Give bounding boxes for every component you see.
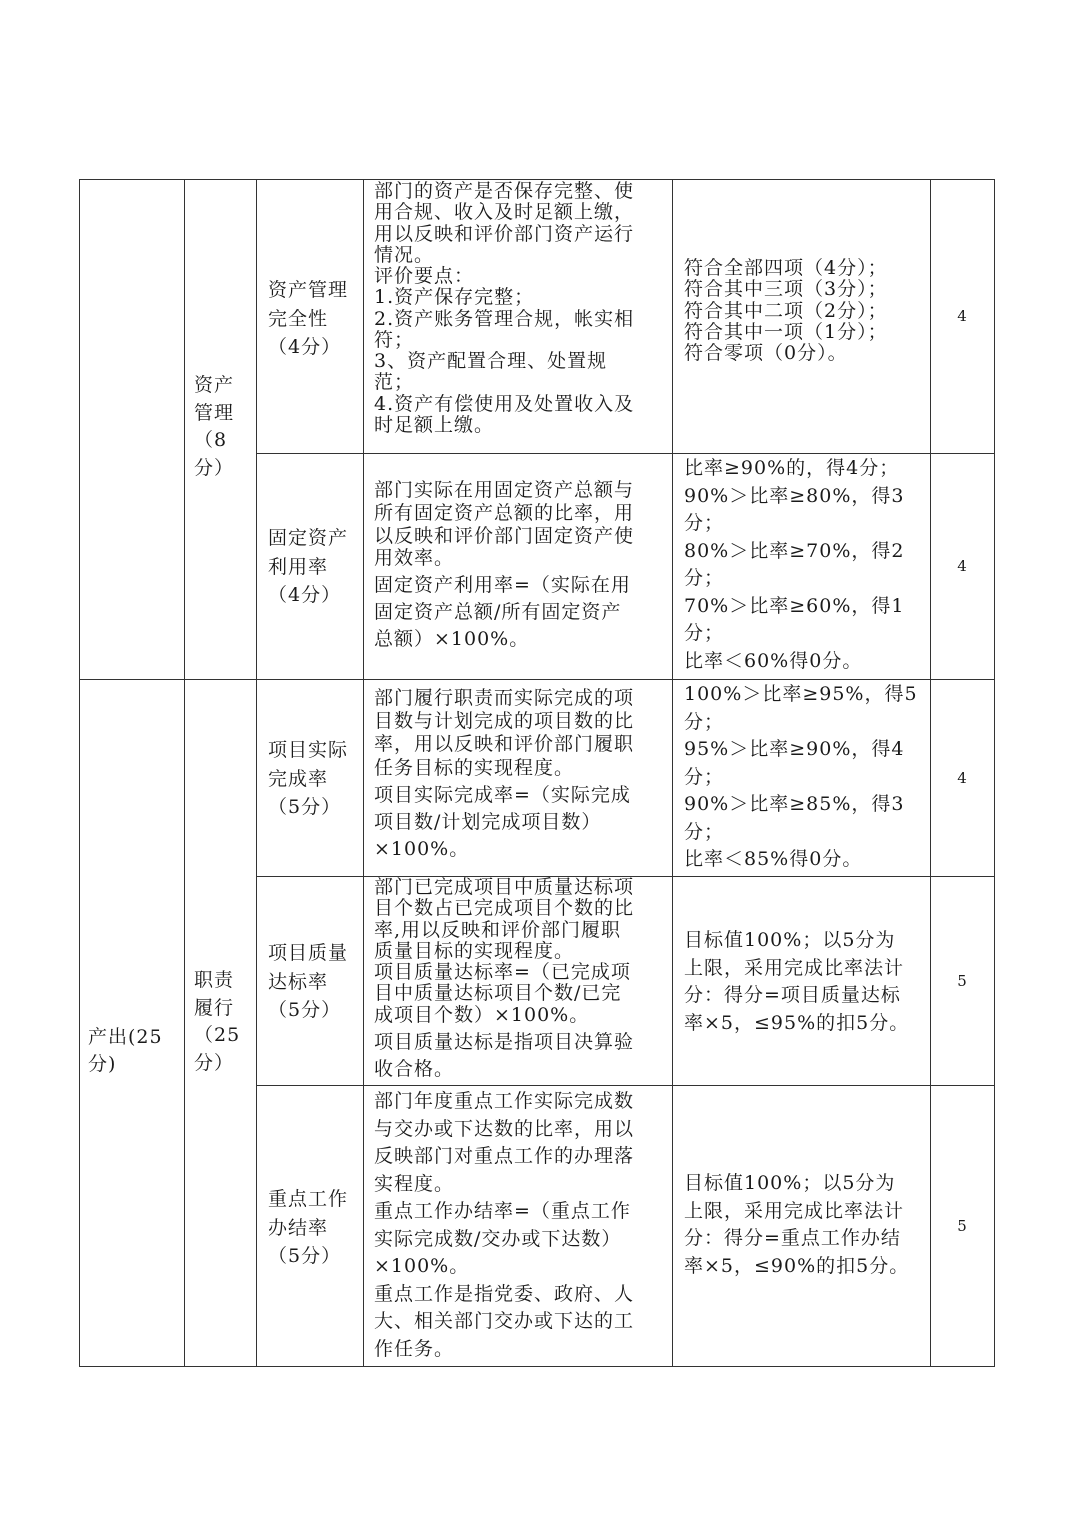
col-divider bbox=[363, 179, 364, 1367]
scoring-criteria: 目标值100%；以5分为 上限，采用完成比率法计 分：得分=重点工作办结 率×5，≤90%的扣5分。 bbox=[684, 1172, 910, 1277]
indicator-name: 固定资产 利用率 （4分） bbox=[268, 527, 349, 606]
indicator-name: 项目实际 完成率 （5分） bbox=[268, 739, 349, 818]
indicator-name: 重点工作 办结率 （5分） bbox=[268, 1188, 349, 1267]
score-value: 5 bbox=[957, 1217, 967, 1235]
scoring-criteria: 100%＞比率≥95%，得5 分； 95%＞比率≥90%，得4 分； 90%＞比率≥85%，得3 分； 比率＜85%得0分。 bbox=[684, 683, 918, 871]
scoring-criteria: 比率≥90%的，得4分； 90%＞比率≥80%，得3 分； 80%＞比率≥70%，得2 分； 70%＞比率≥60%，得1 分； 比率＜60%得0分。 bbox=[684, 457, 905, 672]
score-value: 4 bbox=[957, 307, 967, 325]
level1-category-output: 产出(25分) bbox=[88, 1026, 163, 1075]
level2-category-asset-management: 资产 管理 （8 分） bbox=[194, 374, 235, 479]
col-divider bbox=[256, 179, 257, 1367]
score-value: 4 bbox=[957, 557, 967, 575]
indicator-name: 项目质量 达标率 （5分） bbox=[268, 942, 349, 1021]
indicator-name: 资产管理 完全性 （4分） bbox=[268, 279, 349, 358]
scoring-criteria: 符合全部四项（4分）； 符合其中三项（3分）； 符合其中二项（2分）； 符合其中一项（1分）； 符合零项（0分）。 bbox=[684, 257, 888, 365]
col-divider bbox=[184, 179, 185, 1367]
indicator-description: 部门实际在用固定资产总额与 所有固定资产总额的比率，用 以反映和评价部门固定资产使 用效率。 固定资产利用率=（实际在用 固定资产总额/所有固定资产 总额）×100%。 bbox=[374, 479, 635, 650]
indicator-description: 部门履行职责而实际完成的项 目数与计划完成的项目数的比 率，用以反映和评价部门履职 任务目标的实现程度。 项目实际完成率=（实际完成 项目数/计划完成项目数） ×100%。 bbox=[374, 687, 635, 861]
level2-category-duty-performance: 职责 履行 （25 分） bbox=[194, 969, 241, 1074]
indicator-description: 部门的资产是否保存完整、使 用合规、收入及时足额上缴， 用以反映和评价部门资产运行 情况。 评价要点： 1.资产保存完整； 2.资产账务管理合规，帐实相 符； 3、资产配置合理、处置规 范； 4.资产有偿使用及处置收入及 时足额上缴。 bbox=[374, 180, 635, 436]
score-value: 5 bbox=[957, 972, 967, 990]
indicator-description: 部门已完成项目中质量达标项 目个数占已完成项目个数的比 率,用以反映和评价部门履职 质量目标的实现程度。 项目质量达标率=（已完成项 目中质量达标项目个数/已完 成项目个数）×100%。 项目质量达标是指项目决算验 收合格。 bbox=[374, 876, 635, 1081]
col-divider bbox=[672, 179, 673, 1367]
scoring-criteria: 目标值100%；以5分为 上限，采用完成比率法计 分：得分=项目质量达标 率×5，≤95%的扣5分。 bbox=[684, 929, 910, 1034]
score-value: 4 bbox=[957, 769, 967, 787]
row-divider bbox=[256, 1085, 995, 1086]
indicator-description: 部门年度重点工作实际完成数 与交办或下达数的比率，用以 反映部门对重点工作的办理落 实程度。 重点工作办结率=（重点工作 实际完成数/交办或下达数） ×100%。 重点工作是指党委、政府、人 大、相关部门交办或下达的工 作任务。 bbox=[374, 1090, 635, 1360]
